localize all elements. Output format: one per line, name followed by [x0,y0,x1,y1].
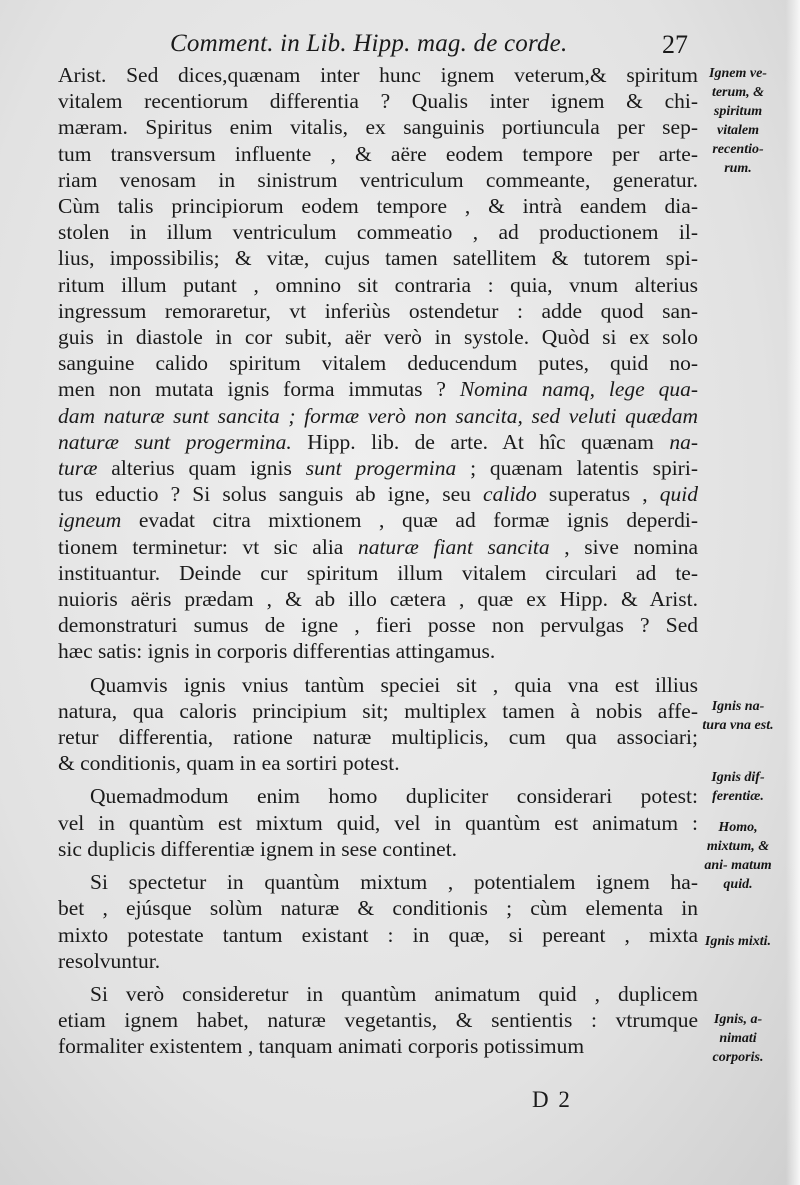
text-line [58,750,698,776]
text-line [58,114,698,140]
text-line [58,534,698,560]
text-line [58,895,698,921]
text-run: ingressum remoraretur, vt inferiùs ostendetur : adde quod san- [58,298,698,323]
italic-run: quid [659,482,698,507]
marginal-note-ignis-natura: Ignis na- tura vna est. [702,699,774,733]
text-line [58,948,698,974]
text-run: bet , ejúsque solùm naturæ & conditionis ; cùm elementa in [58,896,698,921]
text-run: vel in quantùm est mixtum quid, vel in quantùm est animatum : [58,810,698,835]
text-line [58,724,698,750]
italic-run: igneum [58,508,122,533]
text-run: Si spectetur in quantùm mixtum , potentialem ignem ha- [90,870,698,895]
text-line [58,922,698,948]
paragraph [58,783,698,862]
text-line [58,88,698,114]
text-line [58,560,698,586]
text-line [58,672,698,698]
page-edge [786,0,800,1185]
text-run: tum transversum influente , & aëre eodem tempore per arte- [58,141,698,166]
signature-mark: D 2 [532,1087,572,1112]
text-line [58,1033,698,1059]
text-run: mæram. Spiritus enim vitalis, ex sanguinis portiuncula per sep- [58,115,698,140]
text-line [58,193,698,219]
italic-run: naturæ fiant sancita [357,534,550,559]
running-head: Comment. in Lib. Hipp. mag. de corde. [170,30,568,57]
text-line [58,836,698,862]
text-run: nuioris aëris prædam , & ab illo cætera , quæ ex Hipp. & Arist. [58,587,698,612]
text-line [58,455,698,481]
marginal-note-ignis-animati: Ignis, a- nimati corporis. [712,1012,764,1065]
text-run: , sive nomina [549,534,699,559]
text-line [58,403,698,429]
italic-run: calido [483,482,537,507]
text-run: vitalem recentiorum differentia ? Qualis inter ignem & chi- [58,89,698,114]
text-run: Si verò consideretur in quantùm animatum quid , duplicem [90,981,698,1006]
text-run: evadat citra mixtionem , quæ ad formæ ignis deperdi- [121,508,698,533]
text-line [58,810,698,836]
text-line [58,429,698,455]
italic-run: na- [669,429,698,454]
italic-run: naturæ sunt progermina. [58,429,292,454]
italic-run: turæ [58,456,98,481]
text-line [58,869,698,895]
text-line [58,350,698,376]
text-run: & conditionis, quam in ea sortiri potest. [58,751,400,776]
text-run: Quemadmodum enim homo dupliciter considerari potest: [90,784,698,809]
text-line [58,167,698,193]
paragraph-gap [58,974,698,981]
paragraph [58,62,698,665]
text-line [58,507,698,533]
text-run: instituantur. Deinde cur spiritum illum vitalem circulari ad te- [58,560,698,585]
text-line [58,586,698,612]
text-line [58,62,698,88]
marginal-note-ignem-veterum: Ignem ve- terum, & spiritum vitalem recentio- rum. [709,66,767,176]
italic-run: dam naturæ sunt sancita ; formæ verò non sancita, sed veluti quædam [58,403,698,428]
text-run: superatus , [536,482,660,507]
text-run: tus eductio ? Si solus sanguis ab igne, seu [58,482,484,507]
text-run: ritum illum putant , omnino sit contraria : quia, vnum alterius [58,272,698,297]
page-number: 27 [662,30,688,59]
paragraph [58,672,698,777]
marginal-note-ignis-differentiae: Ignis dif- ferentiæ. [711,770,765,804]
text-run: mixto potestate tantum existant : in quæ, si pereant , mixta [58,922,698,947]
marginal-note-homo-mixtum: Homo, mixtum, & ani- matum quid. [704,820,772,892]
text-line [58,612,698,638]
text-run: Cùm talis principiorum eodem tempore , & intrà eandem dia- [58,194,698,219]
text-line [58,1007,698,1033]
text-line [58,481,698,507]
text-line [58,298,698,324]
text-line [58,245,698,271]
text-run: guis in diastole in cor subit, aër verò in systole. Quòd si ex solo [58,325,698,350]
text-run: hæc satis: ignis in corporis differentias attingamus. [58,639,496,664]
paragraph [58,869,698,974]
text-line [58,272,698,298]
text-line [58,376,698,402]
text-run: retur differentia, ratione naturæ multiplicis, cum qua associari; [58,725,698,750]
italic-run: Nomina namq, lege qua- [459,377,698,402]
text-run: sic duplicis differentiæ ignem in sese continet. [58,836,458,861]
text-run: etiam ignem habet, naturæ vegetantis, & sentientis : vtrumque [58,1008,698,1033]
text-run: formaliter existentem , tanquam animati corporis potissimum [58,1034,585,1059]
italic-run: sunt progermina [305,456,457,481]
text-run: alterius quam ignis [97,456,306,481]
text-run: stolen in illum ventriculum commeatio , ad productionem il- [58,220,698,245]
text-line [58,698,698,724]
text-run: men non mutata ignis forma immutas ? [58,377,460,402]
text-run: natura, qua caloris principium sit; multiplex tamen à nobis affe- [58,698,698,723]
text-run: sanguine calido spiritum vitalem deducendum putes, quid no- [58,351,698,376]
main-text [58,62,698,1060]
text-run: lius, impossibilis; & vitæ, cujus tamen satellitem & tutorem spi- [58,246,698,271]
text-line [58,638,698,664]
text-line [58,219,698,245]
text-line [58,141,698,167]
marginal-note-ignis-mixti: Ignis mixti. [704,934,772,949]
text-run: Hipp. lib. de arte. At hîc quænam [291,429,670,454]
text-run: resolvuntur. [58,948,161,973]
text-run: Arist. Sed dices,quænam inter hunc ignem veterum,& spiritum [58,63,698,87]
text-line [58,981,698,1007]
text-run: tionem terminetur: vt sic alia [58,534,358,559]
text-run: riam venosam in sinistrum ventriculum commeante, generatur. [58,167,698,192]
paragraph-gap [58,776,698,783]
text-line [58,324,698,350]
paragraph-gap [58,862,698,869]
paragraph-gap [58,665,698,672]
paragraph [58,981,698,1060]
text-line [58,783,698,809]
text-run: Quamvis ignis vnius tantùm speciei sit , quia vna est illius [90,672,698,697]
text-run: demonstraturi sumus de igne , fieri posse non pervulgas ? Sed [58,613,698,638]
text-run: ; quænam latentis spiri- [456,456,698,481]
